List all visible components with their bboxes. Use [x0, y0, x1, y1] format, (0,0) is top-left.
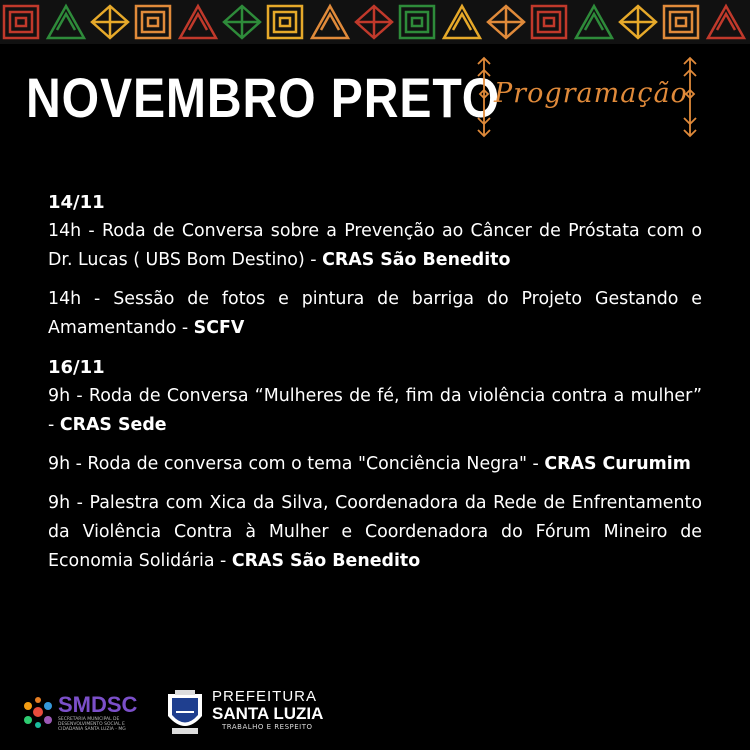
smdsc-logo-icon [24, 697, 52, 728]
schedule-content [48, 188, 702, 586]
african-pattern-border [0, 0, 750, 44]
schedule-item: 14h - Sessão de fotos e pintura de barriga do Projeto Gestando e Amamentando - SCFV [48, 289, 702, 338]
smdsc-subtitle: SECRETARIA MUNICIPAL DE DESENVOLVIMENTO SOCIAL E CIDADANIA SANTA LUZIA - MG [58, 717, 126, 732]
schedule-place: CRAS Curumim [544, 454, 691, 474]
schedule-item: 9h - Roda de Conversa “Mulheres de fé, fim da violência contra a mulher” - CRAS Sede [48, 386, 702, 435]
smdsc-logo-text: SMDSC [58, 692, 138, 717]
city-crest-icon [168, 690, 202, 734]
schedule-item: 14h - Roda de Conversa sobre a Prevenção ao Câncer de Próstata com o Dr. Lucas ( UBS Bom Destino) - CRAS São Benedito [48, 221, 702, 270]
prefeitura-label: PREFEITURA [212, 688, 318, 705]
schedule-place: CRAS São Benedito [322, 250, 511, 270]
schedule-date: 16/11 [48, 357, 105, 378]
schedule-date: 14/11 [48, 192, 105, 213]
city-motto: TRABALHO E RESPEITO [222, 723, 313, 731]
schedule-item: 9h - Palestra com Xica da Silva, Coordenadora da Rede de Enfrentamento da Violência Contra à Mulher e Coordenadora do Fórum Mineiro de Economia Solidária - CRAS São Benedito [48, 493, 702, 571]
city-name: SANTA LUZIA [212, 704, 324, 723]
schedule-place: SCFV [193, 318, 245, 338]
schedule-place: CRAS São Benedito [231, 551, 421, 571]
schedule-item: 9h - Roda de conversa com o tema "Conciência Negra" - CRAS Curumim [48, 454, 691, 474]
page-title: NOVEMBRO PRETO [26, 66, 501, 129]
schedule-place: CRAS Sede [59, 415, 167, 435]
programacao-subtitle: Programação [494, 78, 688, 109]
